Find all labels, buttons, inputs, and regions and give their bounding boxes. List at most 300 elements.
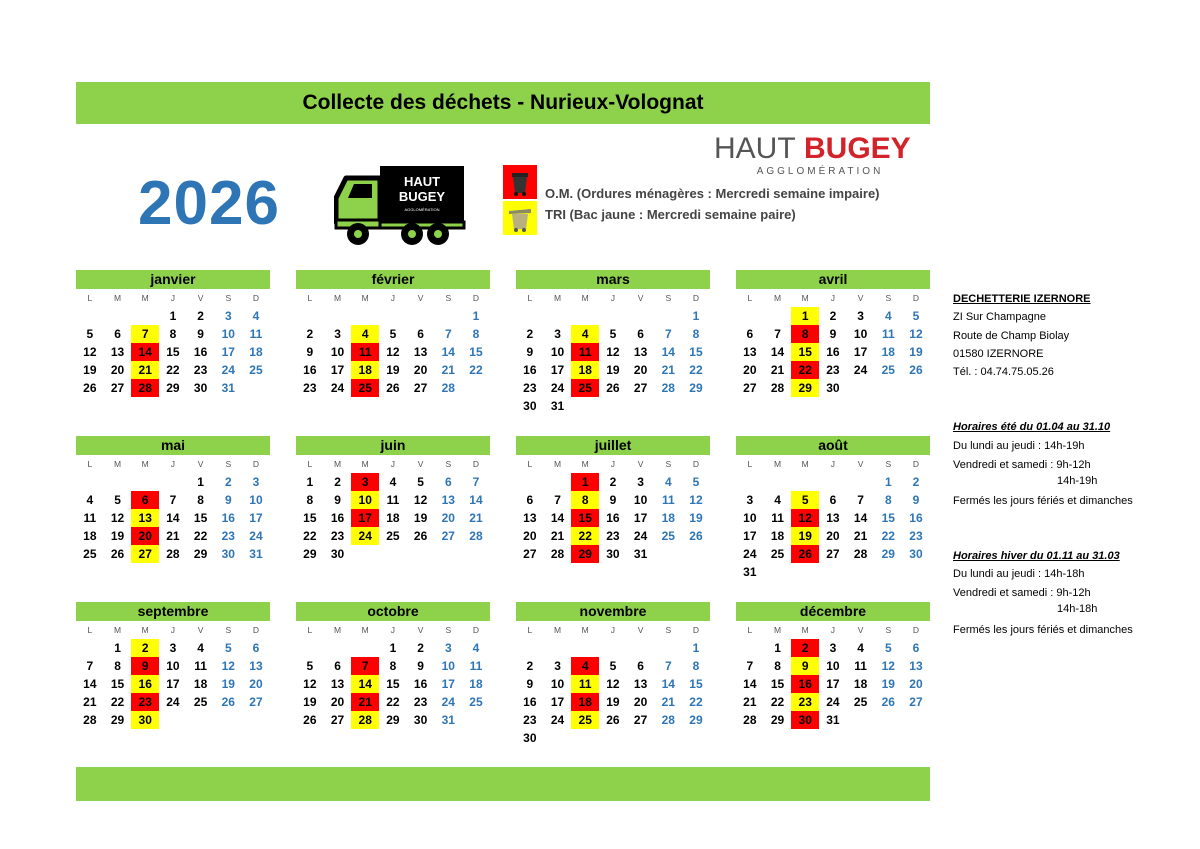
day-cell: 1 (774, 641, 781, 655)
day-cell: 20 (633, 363, 648, 377)
day-cell: 15 (110, 677, 125, 691)
day-cell: 22 (791, 361, 819, 379)
month-calendar (516, 602, 710, 747)
day-cell: 16 (523, 363, 537, 377)
day-cell: 3 (746, 493, 754, 507)
day-cell: 29 (881, 547, 895, 561)
day-cell: 23 (193, 363, 208, 377)
day-cell: 11 (571, 343, 599, 361)
day-cell: 12 (909, 327, 923, 341)
day-cell: 30 (330, 547, 345, 561)
day-cell: 25 (770, 547, 785, 561)
weekday-label: S (225, 625, 232, 635)
day-cell: 1 (306, 475, 314, 489)
day-cell: 5 (692, 475, 700, 489)
truck-logo (334, 164, 466, 248)
day-cell: 28 (469, 529, 483, 543)
winter-closed-note: Fermés les jours fériés et dimanches (953, 624, 1133, 636)
month-name: mars (516, 270, 710, 289)
day-cell: 9 (334, 493, 341, 507)
address-line-3: 01580 IZERNORE (953, 348, 1044, 360)
weekday-label: M (141, 293, 149, 303)
truck-logo-line2: BUGEY (398, 189, 446, 204)
month-name: décembre (736, 602, 930, 621)
day-cell: 20 (330, 695, 345, 709)
day-cell: 24 (743, 547, 757, 561)
weekday-label: M (361, 625, 369, 635)
day-cell: 11 (854, 659, 867, 673)
weekday-label: D (912, 459, 920, 469)
weekday-label: S (885, 459, 892, 469)
weekday-label: S (665, 625, 672, 635)
day-cell: 9 (829, 327, 837, 341)
day-cell: 7 (664, 659, 672, 673)
weekday-label: M (553, 459, 562, 469)
weekday-label: J (170, 293, 176, 303)
day-cell: 15 (881, 511, 895, 525)
day-cell: 26 (689, 529, 703, 543)
day-cell: 3 (169, 641, 177, 655)
day-cell: 1 (692, 641, 700, 655)
day-cell: 17 (633, 511, 648, 525)
month-calendar (296, 436, 490, 563)
weekday-label: M (581, 625, 589, 635)
day-cell: 3 (351, 473, 379, 491)
day-cell: 29 (689, 381, 703, 395)
day-cell: 7 (472, 475, 480, 489)
day-cell: 5 (224, 641, 232, 655)
address-line-2: Route de Champ Biolay (953, 330, 1070, 342)
day-cell: 13 (131, 509, 159, 527)
weekday-label: L (747, 459, 753, 469)
day-cell: 7 (131, 325, 159, 343)
day-cell: 23 (909, 529, 923, 543)
day-cell: 23 (523, 381, 537, 395)
day-cell: 8 (472, 327, 480, 341)
day-cell: 26 (881, 695, 895, 709)
day-cell: 7 (554, 493, 561, 507)
day-cell: 20 (131, 527, 159, 545)
day-cell: 28 (661, 381, 675, 395)
day-cell: 2 (131, 639, 159, 657)
day-cell: 9 (609, 493, 617, 507)
weekday-label: S (445, 459, 452, 469)
day-cell: 5 (417, 475, 424, 489)
day-cell: 14 (770, 345, 785, 359)
day-cell: 18 (661, 511, 675, 525)
day-cell: 13 (110, 345, 125, 359)
page-title: Collecte des déchets - Nurieux-Volognat (302, 91, 704, 114)
day-cell: 26 (606, 713, 620, 727)
month-calendar (736, 602, 930, 729)
day-cell: 20 (523, 529, 537, 543)
day-cell: 19 (221, 677, 235, 691)
day-cell: 21 (661, 363, 675, 377)
haut-bugey-logo (712, 126, 928, 178)
day-cell: 15 (469, 345, 483, 359)
day-cell: 13 (249, 659, 263, 673)
day-cell: 4 (774, 493, 781, 507)
day-cell: 16 (791, 675, 819, 693)
day-cell: 30 (791, 711, 819, 729)
day-cell: 27 (249, 695, 263, 709)
day-cell: 18 (83, 529, 97, 543)
footer-banner (76, 767, 930, 801)
weekday-header (736, 621, 930, 639)
days-grid (76, 473, 270, 563)
day-cell: 16 (826, 345, 840, 359)
day-cell: 23 (606, 529, 620, 543)
weekday-header (76, 621, 270, 639)
month-calendar (76, 602, 270, 729)
day-cell: 27 (633, 381, 648, 395)
day-cell: 11 (351, 343, 379, 361)
weekday-header (296, 621, 490, 639)
day-cell: 3 (252, 475, 260, 489)
day-cell: 19 (386, 363, 400, 377)
day-cell: 3 (637, 475, 644, 489)
day-cell: 21 (550, 529, 565, 543)
day-cell: 13 (441, 493, 455, 507)
day-cell: 19 (606, 695, 620, 709)
day-cell: 27 (633, 713, 648, 727)
weekday-label: M (581, 459, 589, 469)
weekday-label: D (252, 625, 260, 635)
day-cell: 22 (193, 529, 208, 543)
day-cell: 30 (221, 547, 235, 561)
day-cell: 22 (571, 527, 599, 545)
weekday-label: M (333, 293, 342, 303)
day-cell: 28 (166, 547, 180, 561)
day-cell: 12 (606, 345, 620, 359)
day-cell: 28 (770, 381, 785, 395)
day-cell: 18 (193, 677, 208, 691)
day-cell: 6 (829, 493, 837, 507)
day-cell: 29 (571, 545, 599, 563)
weekday-label: D (472, 459, 480, 469)
day-cell: 23 (303, 381, 317, 395)
day-cell: 1 (114, 641, 121, 655)
day-cell: 9 (131, 657, 159, 675)
day-cell: 30 (523, 731, 537, 745)
day-cell: 23 (413, 695, 428, 709)
day-cell: 16 (330, 511, 345, 525)
day-cell: 14 (83, 677, 97, 691)
day-cell: 21 (853, 529, 868, 543)
day-cell: 23 (330, 529, 345, 543)
day-cell: 12 (413, 493, 428, 507)
day-cell: 8 (114, 659, 121, 673)
day-cell: 4 (857, 641, 864, 655)
month-calendar (516, 270, 710, 415)
day-cell: 12 (83, 345, 97, 359)
day-cell: 3 (554, 659, 561, 673)
day-cell: 15 (770, 677, 785, 691)
day-cell: 10 (441, 659, 455, 673)
weekday-label: S (885, 293, 892, 303)
day-cell: 5 (306, 659, 314, 673)
day-cell: 21 (661, 695, 675, 709)
day-cell: 10 (249, 493, 263, 507)
day-cell: 16 (606, 511, 620, 525)
month-calendar (76, 436, 270, 563)
day-cell: 15 (571, 509, 599, 527)
day-cell: 31 (441, 713, 455, 727)
logo-word-haut: HAUT (714, 132, 796, 165)
days-grid (736, 473, 930, 581)
day-cell: 15 (386, 677, 400, 691)
day-cell: 21 (351, 693, 379, 711)
day-cell: 28 (550, 547, 565, 561)
day-cell: 24 (330, 381, 345, 395)
day-cell: 13 (633, 677, 648, 691)
day-cell: 12 (606, 677, 620, 691)
day-cell: 2 (526, 659, 534, 673)
weekday-label: D (692, 459, 700, 469)
day-cell: 9 (197, 327, 204, 341)
weekday-label: D (692, 293, 700, 303)
day-cell: 22 (689, 363, 703, 377)
day-cell: 26 (386, 381, 400, 395)
day-cell: 11 (571, 675, 599, 693)
day-cell: 16 (193, 345, 208, 359)
weekday-label: V (417, 625, 424, 635)
winter-hours-weekdays: Du lundi au jeudi : 14h-18h (953, 568, 1085, 580)
day-cell: 8 (389, 659, 397, 673)
day-cell: 7 (746, 659, 754, 673)
truck-logo-line1: HAUT (403, 174, 441, 189)
weekday-label: L (87, 293, 93, 303)
weekday-label: M (773, 625, 782, 635)
day-cell: 14 (853, 511, 868, 525)
summer-closed-note: Fermés les jours fériés et dimanches (953, 495, 1133, 507)
day-cell: 6 (334, 659, 341, 673)
day-cell: 20 (826, 529, 840, 543)
weekday-label: S (665, 459, 672, 469)
day-cell: 22 (110, 695, 125, 709)
weekday-header (516, 621, 710, 639)
day-cell: 8 (884, 493, 892, 507)
weekday-label: M (553, 625, 562, 635)
day-cell: 5 (389, 327, 397, 341)
day-cell: 11 (386, 493, 400, 507)
day-cell: 3 (554, 327, 561, 341)
weekday-label: S (885, 625, 892, 635)
day-cell: 11 (661, 493, 675, 507)
day-cell: 1 (389, 641, 397, 655)
weekday-header (296, 289, 490, 307)
day-cell: 24 (166, 695, 180, 709)
day-cell: 26 (221, 695, 235, 709)
day-cell: 12 (221, 659, 235, 673)
day-cell: 5 (884, 641, 892, 655)
day-cell: 29 (770, 713, 785, 727)
day-cell: 6 (637, 327, 644, 341)
day-cell: 27 (131, 545, 159, 563)
day-cell: 16 (413, 677, 428, 691)
day-cell: 27 (743, 381, 757, 395)
day-cell: 18 (881, 345, 895, 359)
day-cell: 14 (351, 675, 379, 693)
day-cell: 11 (83, 511, 97, 525)
day-cell: 5 (86, 327, 94, 341)
weekday-label: M (361, 293, 369, 303)
days-grid (516, 307, 710, 415)
day-cell: 15 (193, 511, 208, 525)
day-cell: 13 (826, 511, 840, 525)
day-cell: 20 (743, 363, 757, 377)
day-cell: 18 (571, 693, 599, 711)
day-cell: 14 (441, 345, 455, 359)
day-cell: 25 (853, 695, 868, 709)
weekday-label: V (197, 625, 204, 635)
day-cell: 27 (441, 529, 455, 543)
day-cell: 17 (441, 677, 455, 691)
summer-hours-afternoon: 14h-19h (1057, 475, 1098, 487)
day-cell: 28 (131, 379, 159, 397)
day-cell: 28 (351, 711, 379, 729)
day-cell: 19 (881, 677, 895, 691)
day-cell: 14 (166, 511, 180, 525)
weekday-label: V (197, 459, 204, 469)
day-cell: 4 (571, 657, 599, 675)
day-cell: 20 (249, 677, 263, 691)
weekday-label: J (170, 459, 176, 469)
day-cell: 13 (633, 345, 648, 359)
day-cell: 9 (791, 657, 819, 675)
day-cell: 17 (743, 529, 757, 543)
day-cell: 10 (853, 327, 868, 341)
day-cell: 19 (606, 363, 620, 377)
day-cell: 18 (386, 511, 400, 525)
weekday-label: M (581, 293, 589, 303)
day-cell: 24 (221, 363, 235, 377)
day-cell: 22 (469, 363, 483, 377)
day-cell: 25 (881, 363, 895, 377)
day-cell: 7 (444, 327, 452, 341)
weekday-label: D (472, 625, 480, 635)
day-cell: 21 (770, 363, 785, 377)
weekday-label: J (390, 459, 396, 469)
day-cell: 25 (386, 529, 400, 543)
day-cell: 18 (249, 345, 263, 359)
phone-number: Tél. : 04.74.75.05.26 (953, 366, 1054, 378)
day-cell: 8 (306, 493, 314, 507)
day-cell: 24 (853, 363, 868, 377)
day-cell: 18 (770, 529, 785, 543)
day-cell: 20 (633, 695, 648, 709)
day-cell: 1 (692, 309, 700, 323)
day-cell: 31 (221, 381, 235, 395)
day-cell: 6 (526, 493, 534, 507)
day-cell: 2 (197, 309, 204, 323)
day-cell: 16 (909, 511, 923, 525)
weekday-label: V (637, 625, 644, 635)
day-cell: 31 (826, 713, 840, 727)
month-calendar (296, 602, 490, 729)
day-cell: 1 (472, 309, 480, 323)
day-cell: 29 (166, 381, 180, 395)
weekday-label: L (747, 625, 753, 635)
day-cell: 21 (441, 363, 455, 377)
day-cell: 9 (912, 493, 920, 507)
winter-hours-afternoon: 14h-18h (1057, 603, 1098, 615)
day-cell: 24 (441, 695, 455, 709)
day-cell: 24 (826, 695, 840, 709)
month-name: février (296, 270, 490, 289)
weekday-header (76, 289, 270, 307)
day-cell: 9 (417, 659, 424, 673)
day-cell: 4 (884, 309, 892, 323)
day-cell: 13 (909, 659, 923, 673)
day-cell: 6 (444, 475, 452, 489)
weekday-label: L (527, 459, 533, 469)
weekday-label: D (692, 625, 700, 635)
day-cell: 25 (469, 695, 483, 709)
day-cell: 13 (330, 677, 345, 691)
day-cell: 29 (689, 713, 703, 727)
day-cell: 31 (743, 565, 757, 579)
day-cell: 25 (661, 529, 675, 543)
day-cell: 19 (791, 527, 819, 545)
day-cell: 21 (131, 361, 159, 379)
day-cell: 30 (523, 399, 537, 413)
day-cell: 4 (664, 475, 672, 489)
weekday-label: J (170, 625, 176, 635)
day-cell: 6 (131, 491, 159, 509)
day-cell: 29 (386, 713, 400, 727)
day-cell: 20 (441, 511, 455, 525)
day-cell: 2 (306, 327, 314, 341)
day-cell: 13 (743, 345, 757, 359)
day-cell: 26 (909, 363, 923, 377)
winter-hours-fri-sat: Vendredi et samedi : 9h-12h (953, 587, 1091, 599)
day-cell: 4 (351, 325, 379, 343)
summer-hours-title: Horaires été du 01.04 au 31.10 (953, 421, 1111, 433)
day-cell: 10 (826, 659, 840, 673)
day-cell: 22 (166, 363, 180, 377)
winter-hours-title: Horaires hiver du 01.11 au 31.03 (953, 550, 1120, 562)
truck-logo-line3: AGGLOMÉRATION (404, 207, 440, 212)
days-grid (736, 307, 930, 397)
weekday-header (296, 455, 490, 473)
day-cell: 4 (197, 641, 204, 655)
day-cell: 14 (550, 511, 565, 525)
weekday-label: M (113, 625, 122, 635)
day-cell: 1 (791, 307, 819, 325)
day-cell: 10 (633, 493, 648, 507)
day-cell: 7 (664, 327, 672, 341)
days-grid (296, 307, 490, 397)
day-cell: 27 (330, 713, 345, 727)
month-name: avril (736, 270, 930, 289)
day-cell: 10 (166, 659, 180, 673)
day-cell: 31 (249, 547, 263, 561)
day-cell: 25 (351, 379, 379, 397)
day-cell: 31 (633, 547, 648, 561)
day-cell: 30 (413, 713, 428, 727)
month-calendar (736, 270, 930, 397)
day-cell: 17 (550, 695, 565, 709)
day-cell: 19 (689, 511, 703, 525)
day-cell: 14 (661, 677, 675, 691)
day-cell: 11 (771, 511, 784, 525)
day-cell: 28 (661, 713, 675, 727)
day-cell: 19 (303, 695, 317, 709)
day-cell: 9 (224, 493, 232, 507)
weekday-label: J (390, 293, 396, 303)
day-cell: 26 (606, 381, 620, 395)
